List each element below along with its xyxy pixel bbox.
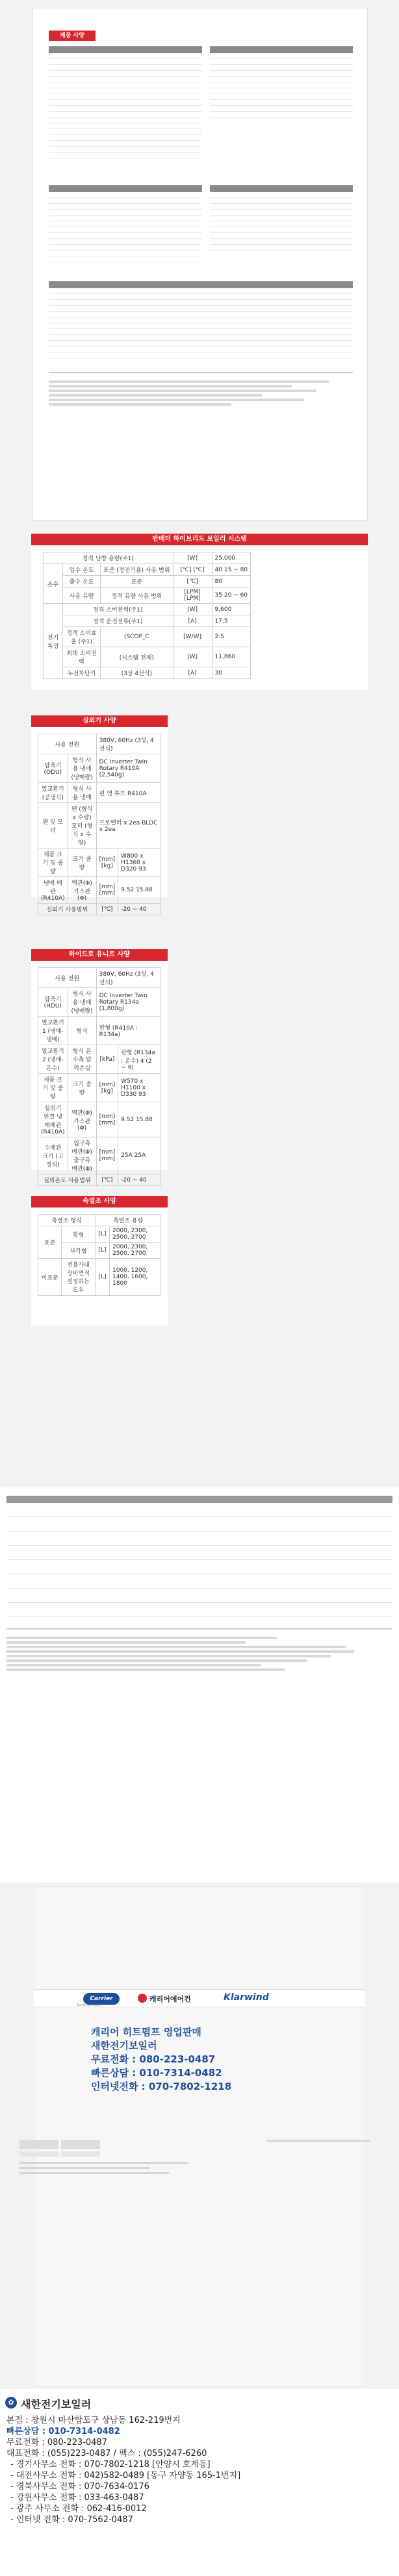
brand-korean-name: 캐리어에어컨 xyxy=(149,1995,191,2003)
group-label: 비표준 xyxy=(38,1259,62,1296)
row-label: 실외온도 사용범위 xyxy=(38,1174,97,1186)
brand-bar xyxy=(34,1989,365,2007)
mini-cards xyxy=(19,2140,380,2192)
footer xyxy=(0,2389,399,2576)
row-value: DC Inverter Twin Rotary R410A (2,540g) xyxy=(96,754,161,783)
spec-page-2 xyxy=(0,526,399,1487)
contact-line: 무료전화 : 080-223-0487 xyxy=(6,2438,107,2447)
table-row xyxy=(44,552,251,564)
row-unit: [mm] [mm] xyxy=(96,877,118,904)
row-sublabel: 형식 xyxy=(68,1017,96,1045)
row-unit: [mm] [mm] xyxy=(96,1102,118,1137)
row-unit: [℃] xyxy=(96,1174,118,1186)
mini-table-header xyxy=(49,186,202,192)
storage-tank-table xyxy=(31,1196,168,1326)
row-unit: [LPM] [LPM] xyxy=(173,588,212,604)
row-sublabel: 액관(Φ) 가스관(Φ) xyxy=(68,877,96,904)
row-sublabel: 액관(Φ) 가스관(Φ) xyxy=(68,1102,96,1137)
company-name: 새한전기보일러 xyxy=(21,2398,92,2410)
accessory-table-header xyxy=(6,1496,393,1503)
footnotes xyxy=(49,378,353,408)
dealer-contact-block xyxy=(91,2025,312,2094)
row-unit: [kPa] xyxy=(96,1045,118,1074)
row-sublabel: 표준 xyxy=(101,576,174,588)
row-value: 9.52 15.88 xyxy=(118,1102,161,1137)
hybrid-spec-grid xyxy=(43,552,251,679)
mini-spec-table-right xyxy=(210,46,353,118)
row-value: 9.52 15.88 xyxy=(118,877,161,904)
row-label: 누전차단기 xyxy=(63,667,101,679)
row-value: -20 ~ 40 xyxy=(118,1174,161,1186)
row-sublabel: 크기 중량 xyxy=(68,1074,96,1102)
table-row xyxy=(6,1503,393,1517)
row-value: 35 20 ~ 60 xyxy=(212,588,250,604)
hydro-title: 하이드로 유니트 사양 xyxy=(31,949,168,961)
table-row xyxy=(6,1546,393,1560)
row-label: 열교환기1 (냉매-냉매) xyxy=(38,1017,68,1045)
hybrid-system-table xyxy=(31,534,368,689)
row-sublabel: 입구측 배관(Φ) 출구측 배관(Φ) xyxy=(68,1137,96,1174)
table-row xyxy=(38,1259,161,1296)
row-unit: [℃] [℃] xyxy=(173,564,212,576)
row-sublabel: 표준 (정전기용) 사용 범위 xyxy=(101,564,174,576)
tank-title: 속열조 사양 xyxy=(31,1196,168,1208)
hydro-unit-table xyxy=(31,949,168,1184)
row-label: 정격 난방 용량(주1) xyxy=(44,552,174,564)
row-value: 17.5 xyxy=(212,615,250,627)
row-value: 2000, 2300, 2500, 2700 xyxy=(110,1226,161,1243)
row-value: DC Inverter Twin Rotary R134a (1,800g) xyxy=(96,988,161,1017)
row-sublabel: 팬 (형식 x 수량) 모터 (형식 x 수량) xyxy=(68,803,96,848)
klarwind-logo: Klarwind xyxy=(224,1992,269,2003)
branch-line: - 경기사무소 전화 : 070-7802-1218 [안양시 호계동] xyxy=(10,2460,211,2470)
table-row xyxy=(38,988,161,1017)
carrier-logo: Carrier xyxy=(83,1993,120,2005)
row-unit: [A] xyxy=(173,615,212,627)
outdoor-spec-grid xyxy=(38,734,161,915)
table-row xyxy=(38,968,161,988)
row-label: 정격 소비효율 (주1) xyxy=(63,627,101,647)
row-value: -20 ~ 40 xyxy=(118,904,161,915)
row-sublabel: 정격 유량 사용 범위 xyxy=(101,588,174,604)
row-value: 25A 25A xyxy=(118,1137,161,1174)
mini-table-header xyxy=(49,282,353,288)
company-contact-list xyxy=(6,2415,396,2525)
dealer-line: 캐리어 히트펌프 영업판매 xyxy=(91,2026,201,2038)
mini-table-header xyxy=(210,186,353,192)
row-label: 사용 전원 xyxy=(38,734,97,754)
row-label: 출수 온도 xyxy=(63,576,101,588)
table-row xyxy=(44,647,251,667)
branch-line: - 대전사무소 전화 : 042)582-0489 [동구 자양동 165-1번지] xyxy=(10,2471,241,2481)
row-sublabel: 형식 사용 냉매 (냉매량) xyxy=(68,754,96,783)
table-row xyxy=(6,1574,393,1589)
row-value: W800 x H1360 x D320 93 xyxy=(118,848,161,877)
row-label: 정격 운전전류(주1) xyxy=(63,615,174,627)
table-row xyxy=(44,576,251,588)
row-label: 수배관 크기 (고정식) xyxy=(38,1137,68,1174)
table-row xyxy=(44,627,251,647)
row-unit: [℃] xyxy=(173,576,212,588)
row-sublabel: 형식 온수측 압력손실 xyxy=(68,1045,96,1074)
row-label: 실외기 사용범위 xyxy=(38,904,97,915)
row-value: 판형 (R410A : R134a) xyxy=(96,1017,161,1045)
row-sublabel: 형식 사용 냉매 xyxy=(68,783,96,803)
group-label: 전기 특성 xyxy=(44,604,63,679)
row-sublabel: (SCOP_C xyxy=(101,627,174,647)
table-row xyxy=(6,1517,393,1531)
accessory-page xyxy=(0,1487,399,1883)
mini-spec-table-right-2 xyxy=(210,185,353,251)
brand-mark-icon xyxy=(138,1994,147,2003)
table-row xyxy=(38,1226,161,1243)
row-unit: [L] xyxy=(96,1243,110,1259)
outdoor-title: 실외기 사양 xyxy=(31,715,168,727)
carrier-tagline: Turn to the experts xyxy=(77,2003,101,2007)
dealer-card xyxy=(34,1887,365,2386)
table-row xyxy=(38,1174,161,1186)
row-unit: [℃] xyxy=(96,904,118,915)
accessory-table xyxy=(6,1496,393,1617)
row-label: 제품 크기 및 중량 xyxy=(38,848,68,877)
row-unit: [L] xyxy=(96,1226,110,1243)
divider xyxy=(49,372,353,373)
row-sublabel: (3상 4선식) xyxy=(101,667,174,679)
branch-line: - 인터넷 전화 : 070-7562-0487 xyxy=(10,2515,133,2525)
outdoor-unit-table xyxy=(31,715,168,913)
table-row xyxy=(44,667,251,679)
group-label: 온수 xyxy=(44,564,63,604)
table-row xyxy=(38,1045,161,1074)
row-label: 최대 소비전력 xyxy=(63,647,101,667)
row-label: 실외기 연결 냉매배관 (R410A) xyxy=(38,1102,68,1137)
hydro-spec-grid xyxy=(38,967,161,1186)
company-logo-icon: ✿ xyxy=(5,2397,17,2409)
row-value: 핀 앤 튜브 R410A xyxy=(96,783,161,803)
row-label: 사각형 xyxy=(62,1243,96,1259)
table-row xyxy=(38,904,161,915)
row-unit: [W] xyxy=(173,552,212,564)
table-row xyxy=(38,803,161,848)
table-row xyxy=(38,783,161,803)
mini-spec-table-wide xyxy=(49,281,353,358)
row-unit: [mm] [kg] xyxy=(96,848,118,877)
table-header-row xyxy=(38,1215,161,1226)
row-value: 프로펠러 x 2ea BLDC x 2ea xyxy=(96,803,161,848)
contact-line: 본점 : 창원시 마산합포구 상남동 162-219번지 xyxy=(6,2416,181,2425)
row-label: 열교환기 (공냉식) xyxy=(38,783,68,803)
row-label: 입수 온도 xyxy=(63,564,101,576)
dealer-quick-call: 빠른상담 : 010-7314-0482 xyxy=(91,2067,222,2079)
column-header: 축열조 용량 xyxy=(96,1215,161,1226)
dealer-free-call: 무료전화 : 080-223-0487 xyxy=(91,2053,216,2065)
contact-line-highlight[interactable]: 빠른상담 : 010-7314-0482 xyxy=(6,2427,120,2436)
row-unit: [W/W] xyxy=(173,627,212,647)
branch-line: - 경북사무소 전화 : 070-7634-0176 xyxy=(10,2482,149,2492)
spec-sheet xyxy=(32,8,368,521)
row-unit: [mm] [mm] xyxy=(96,1137,118,1174)
row-sublabel: 크기 중량 xyxy=(68,848,96,877)
column-header: 축열조 형식 xyxy=(38,1215,96,1226)
row-label: 횡형 xyxy=(62,1226,96,1243)
branch-line: - 광주 사무소 전화 : 062-416-0012 xyxy=(10,2504,147,2514)
dealer-internet-call: 인터넷전화 : 070-7802-1218 xyxy=(91,2081,232,2092)
row-unit: [L] xyxy=(96,1259,110,1296)
mini-spec-table-left-2 xyxy=(49,185,202,262)
row-value: 380V, 60Hz (3상, 4선식) xyxy=(96,734,161,754)
table-row xyxy=(44,588,251,604)
row-label: 정격 소비전력(주1) xyxy=(63,604,174,615)
table-row xyxy=(38,734,161,754)
footnotes xyxy=(6,1635,393,1673)
table-row xyxy=(38,754,161,783)
table-row xyxy=(38,1017,161,1045)
table-row xyxy=(38,848,161,877)
row-label: 팬 및 모터 xyxy=(38,803,68,848)
table-row xyxy=(6,1560,393,1574)
row-unit: [W] xyxy=(173,604,212,615)
row-value: W570 x H1100 x D330 93 xyxy=(118,1074,161,1102)
table-row xyxy=(44,604,251,615)
mini-table-header xyxy=(210,47,353,53)
table-row xyxy=(38,1137,161,1174)
row-value: 판형 (R134a : 온수) 4 (2 ~ 9) xyxy=(118,1045,161,1074)
row-label: 제품 크기 및 중량 xyxy=(38,1074,68,1102)
dealer-page xyxy=(0,1883,399,2389)
row-value: 30 xyxy=(212,667,250,679)
table-row xyxy=(6,1603,393,1617)
row-label: 압축기 (ODU) xyxy=(38,754,68,783)
table-row xyxy=(38,877,161,904)
mini-spec-table-left xyxy=(49,46,202,158)
row-label: 열교환기2 (냉매-온수) xyxy=(38,1045,68,1074)
tank-spec-grid xyxy=(38,1214,161,1296)
table-row xyxy=(6,1531,393,1546)
row-label: 압축기 (HDU) xyxy=(38,988,68,1017)
table-row xyxy=(44,615,251,627)
row-value: 380V, 60Hz (3상, 4선식) xyxy=(96,968,161,988)
table-row xyxy=(6,1589,393,1603)
row-label: 사용 전원 xyxy=(38,968,97,988)
row-value: 80 xyxy=(212,576,250,588)
row-unit: [W] xyxy=(173,647,212,667)
row-sublabel: (시스템 전체) xyxy=(101,647,174,667)
row-value: 2000, 2300, 2500, 2700 xyxy=(110,1243,161,1259)
row-label: 사용 유량 xyxy=(63,588,101,604)
table-row xyxy=(44,564,251,576)
spec-page-1 xyxy=(0,0,399,526)
row-value: 11,860 xyxy=(212,647,250,667)
row-sublabel: 형식 사용 냉매 (냉매량) xyxy=(68,988,96,1017)
spec-tag: 제품 사양 xyxy=(49,31,96,41)
row-value: 40 15 ~ 80 xyxy=(212,564,250,576)
row-value: 2.5 xyxy=(212,627,250,647)
row-value: 25,000 xyxy=(212,552,250,564)
contact-line: 대표전화 : (055)223-0487 / 팩스 : (055)247-6260 xyxy=(6,2449,207,2458)
table-row xyxy=(38,1074,161,1102)
row-value: 1000, 1200, 1400, 1600, 1800 xyxy=(110,1259,161,1296)
row-value: 9,600 xyxy=(212,604,250,615)
table-row xyxy=(38,1102,161,1137)
group-label: 표준 xyxy=(38,1226,62,1259)
dealer-name: 새한전기보일러 xyxy=(91,2040,157,2051)
hybrid-title: 반배터 하이브리드 보일러 시스템 xyxy=(31,534,368,545)
row-label: 전용가대 장비면적 절정하는도우 xyxy=(62,1259,96,1296)
row-unit: [mm] [kg] xyxy=(96,1074,118,1102)
row-unit: [A] xyxy=(173,667,212,679)
row-label: 냉매 배관 (R410A) xyxy=(38,877,68,904)
mini-table-header xyxy=(49,47,202,53)
branch-line: - 강원사무소 전화 : 033-463-0487 xyxy=(10,2493,144,2503)
divider xyxy=(6,1628,393,1629)
